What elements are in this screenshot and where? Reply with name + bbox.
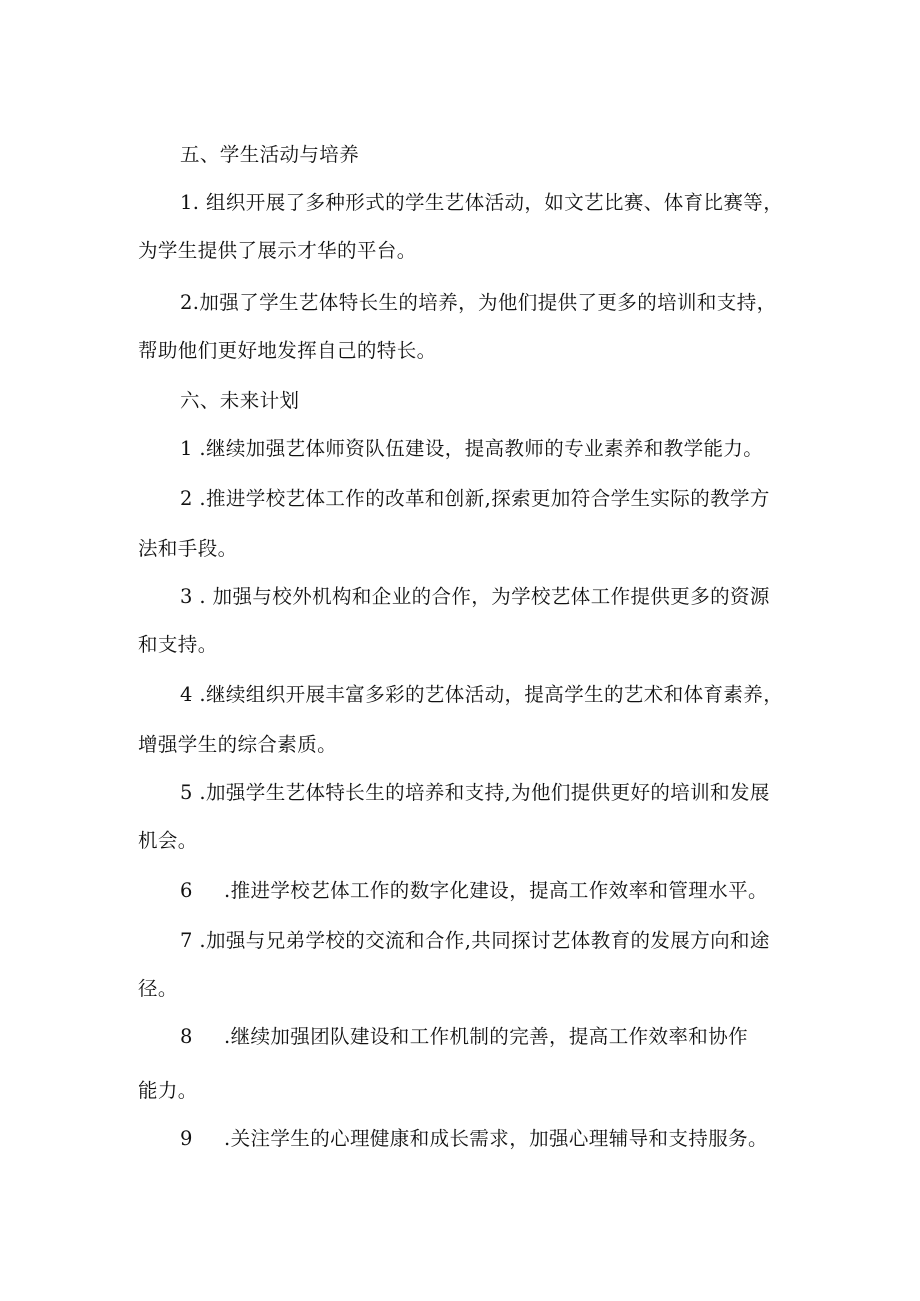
plan-item-6 xyxy=(180,878,768,904)
plan-item-number: 1 xyxy=(180,437,193,460)
plan-item-text: .加强与兄弟学校的交流和合作,共同探讨艺体教育的发展方向和途 xyxy=(192,929,770,952)
plan-item-text: .加强学生艺体特长生的培养和支持,为他们提供更好的培训和发展 xyxy=(192,781,770,804)
plan-item-text: .继续组织开展丰富多彩的艺体活动，提高学生的艺术和体育素养， xyxy=(192,683,784,706)
plan-item-number: 9 xyxy=(180,1127,193,1150)
plan-item-8-continuation: 能力。 xyxy=(138,1079,198,1102)
paragraph-5-1-line-2: 为学生提供了展示才华的平台。 xyxy=(138,239,417,262)
paragraph-5-1-line-1: 1. 组织开展了多种形式的学生艺体活动，如文艺比赛、体育比赛等， xyxy=(180,191,784,214)
plan-item-3 xyxy=(180,584,770,610)
plan-item-number: 6 xyxy=(180,879,193,902)
plan-item-7-continuation: 径。 xyxy=(138,977,178,1000)
paragraph-5-2-line-1: 2.加强了学生艺体特长生的培养，为他们提供了更多的培训和支持， xyxy=(180,291,777,314)
plan-item-9 xyxy=(180,1126,768,1152)
plan-item-number: 7 xyxy=(180,929,193,952)
plan-item-number: 4 xyxy=(180,683,193,706)
plan-item-2 xyxy=(180,486,770,512)
plan-item-text: .推进学校艺体工作的改革和创新,探索更加符合学生实际的教学方 xyxy=(192,487,770,510)
plan-item-1 xyxy=(180,436,763,462)
plan-item-text: . 加强与校外机构和企业的合作，为学校艺体工作提供更多的资源 xyxy=(192,585,770,608)
plan-item-text: .关注学生的心理健康和成长需求，加强心理辅导和支持服务。 xyxy=(224,1127,768,1150)
paragraph-5-2-line-2: 帮助他们更好地发挥自己的特长。 xyxy=(138,339,437,362)
plan-item-text: .继续加强团队建设和工作机制的完善，提高工作效率和协作 xyxy=(224,1025,748,1048)
section-heading-5: 五、学生活动与培养 xyxy=(180,143,360,166)
plan-item-number: 8 xyxy=(180,1025,193,1048)
plan-item-number: 2 xyxy=(180,487,193,510)
plan-item-2-continuation: 法和手段。 xyxy=(138,537,238,560)
plan-item-5 xyxy=(180,780,770,806)
plan-item-text: .推进学校艺体工作的数字化建设，提高工作效率和管理水平。 xyxy=(224,879,768,902)
plan-item-text: .继续加强艺体师资队伍建设，提高教师的专业素养和教学能力。 xyxy=(192,437,764,460)
plan-item-3-continuation: 和支持。 xyxy=(138,633,218,656)
plan-item-number: 5 xyxy=(180,781,193,804)
section-heading-6: 六、未来计划 xyxy=(180,389,300,412)
plan-item-4 xyxy=(180,682,783,708)
plan-item-5-continuation: 机会。 xyxy=(138,829,198,852)
plan-item-4-continuation: 增强学生的综合素质。 xyxy=(138,733,338,756)
plan-item-8 xyxy=(180,1024,748,1050)
plan-item-7 xyxy=(180,928,770,954)
plan-item-number: 3 xyxy=(180,585,193,608)
